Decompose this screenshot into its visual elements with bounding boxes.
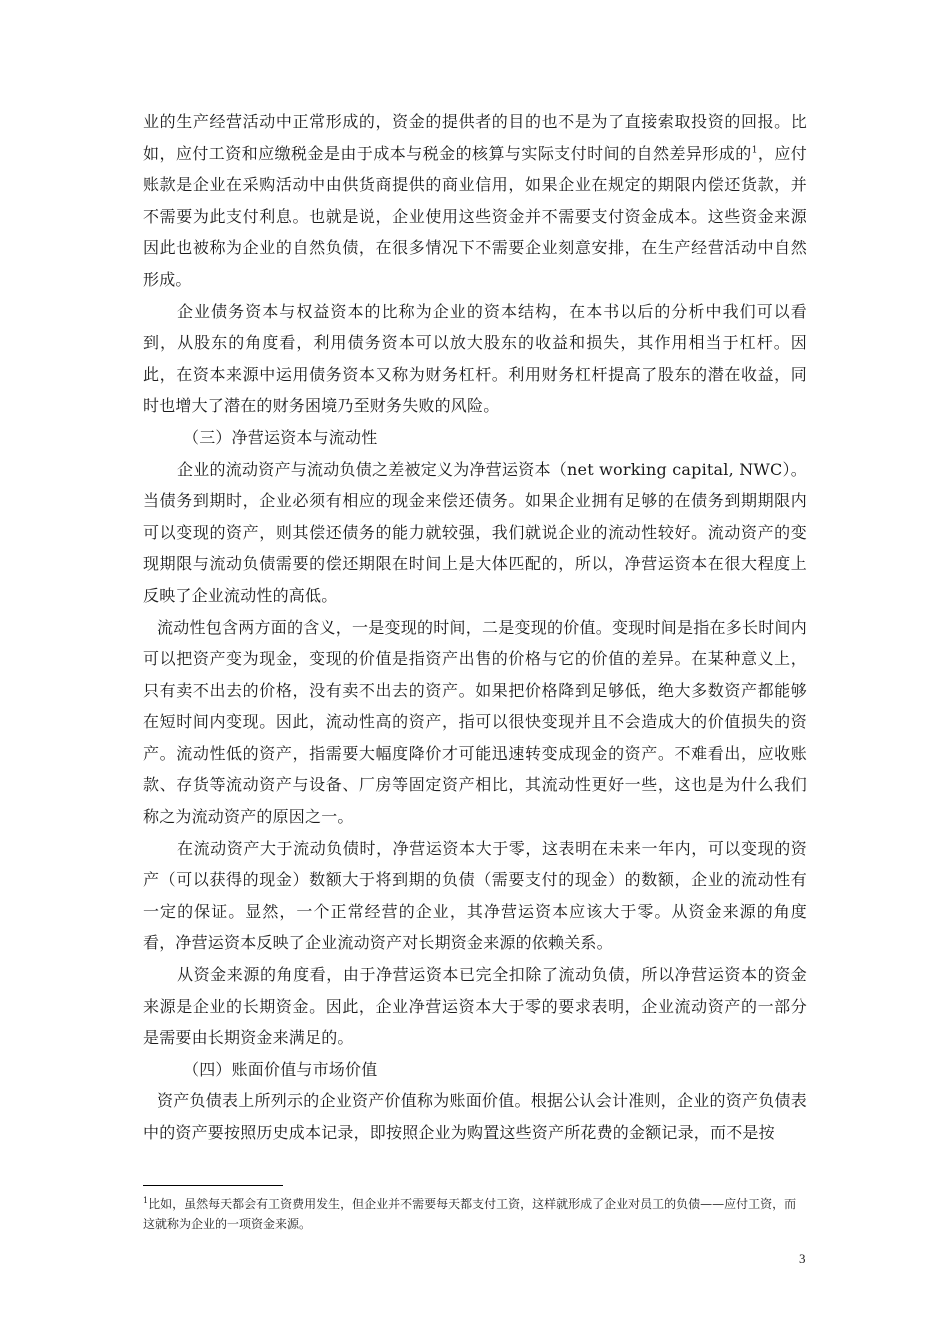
footnote [143, 1194, 807, 1234]
paragraph-capital-structure: 企业债务资本与权益资本的比称为企业的资本结构，在本书以后的分析中我们可以看到，从股东的角度看，利用债务资本可以放大股东的收益和损失，其作用相当于杠杆。因此，在资本来源中运用债务资本又称为财务杠杆。利用财务杠杆提高了股东的潜在收益，同时也增大了潜在的财务困境乃至财务失败的风险。 [143, 301, 807, 416]
footnote-mark: 1 [143, 1196, 149, 1205]
paragraph-natural-liabilities [143, 106, 807, 296]
paragraph-text: 业的生产经营活动中正常形成的，资金的提供者的目的也不是为了直接索取投资的回报。比如，应付工资和应缴税金是由于成本与税金的核算与实际支付时间的自然差异形成的 [143, 112, 807, 163]
footnote-separator [143, 1185, 283, 1186]
paragraph-nwc-funding: 从资金来源的角度看，由于净营运资本已完全扣除了流动负债，所以净营运资本的资金来源是企业的长期资金。因此，企业净营运资本大于零的要求表明，企业流动资产的一部分是需要由长期资金来满足的。 [143, 965, 807, 1048]
section-heading-book-market-value: （四）账面价值与市场价值 [183, 1059, 378, 1079]
paragraph-nwc-positive: 在流动资产大于流动负债时，净营运资本大于零，这表明在未来一年内，可以变现的资产（可以获得的现金）数额大于将到期的负债（需要支付的现金）的数额，企业的流动性有一定的保证。显然，一个正常经营的企业，其净营运资本应该大于零。从资金来源的角度看，净营运资本反映了企业流动资产对长期资金来源的依赖关系。 [143, 838, 807, 953]
body-text [143, 106, 807, 1149]
footnote-text: 比如，虽然每天都会有工资费用发生，但企业并不需要每天都支付工资，这样就形成了企业对员工的负债——应付工资，而这就称为企业的一项资金来源。 [143, 1197, 797, 1231]
paragraph-nwc-definition: 企业的流动资产与流动负债之差被定义为净营运资本（net working capital, NWC）。当债务到期时，企业必须有相应的现金来偿还债务。如果企业拥有足够的在债务到期期限内可以变现的资产，则其偿还债务的能力就较强，我们就说企业的流动性较好。流动资产的变现期限与流动负债需要的偿还期限在时间上是大体匹配的，所以，净营运资本在很大程度上反映了企业流动性的高低。 [143, 459, 807, 605]
paragraph-text: ，应付账款是企业在采购活动中由供货商提供的商业信用，如果企业在规定的期限内偿还货款，并不需要为此支付利息。也就是说，企业使用这些资金并不需要支付资金成本。这些资金来源因此也被称为企业的自然负债，在很多情况下不需要企业刻意安排，在生产经营活动中自然形成。 [143, 143, 807, 289]
paragraph-liquidity-meaning: 流动性包含两方面的含义，一是变现的时间，二是变现的价值。变现时间是指在多长时间内可以把资产变为现金，变现的价值是指资产出售的价格与它的价值的差异。在某种意义上，只有卖不出去的价格，没有卖不出去的资产。如果把价格降到足够低，绝大多数资产都能够在短时间内变现。因此，流动性高的资产，指可以很快变现并且不会造成大的价值损失的资产。流动性低的资产，指需要大幅度降价才可能迅速转变成现金的资产。不难看出，应收账款、存货等流动资产与设备、厂房等固定资产相比，其流动性更好一些，这也是为什么我们称之为流动资产的原因之一。 [143, 617, 807, 827]
page-number: 3 [799, 1251, 806, 1266]
section-heading-net-working-capital: （三）净营运资本与流动性 [183, 427, 378, 447]
footnote-reference[interactable]: 1 [751, 145, 758, 156]
paragraph-book-value: 资产负债表上所列示的企业资产价值称为账面价值。根据公认会计准则，企业的资产负债表中的资产要按照历史成本记录，即按照企业为购置这些资产所花费的金额记录，而不是按 [143, 1091, 807, 1142]
